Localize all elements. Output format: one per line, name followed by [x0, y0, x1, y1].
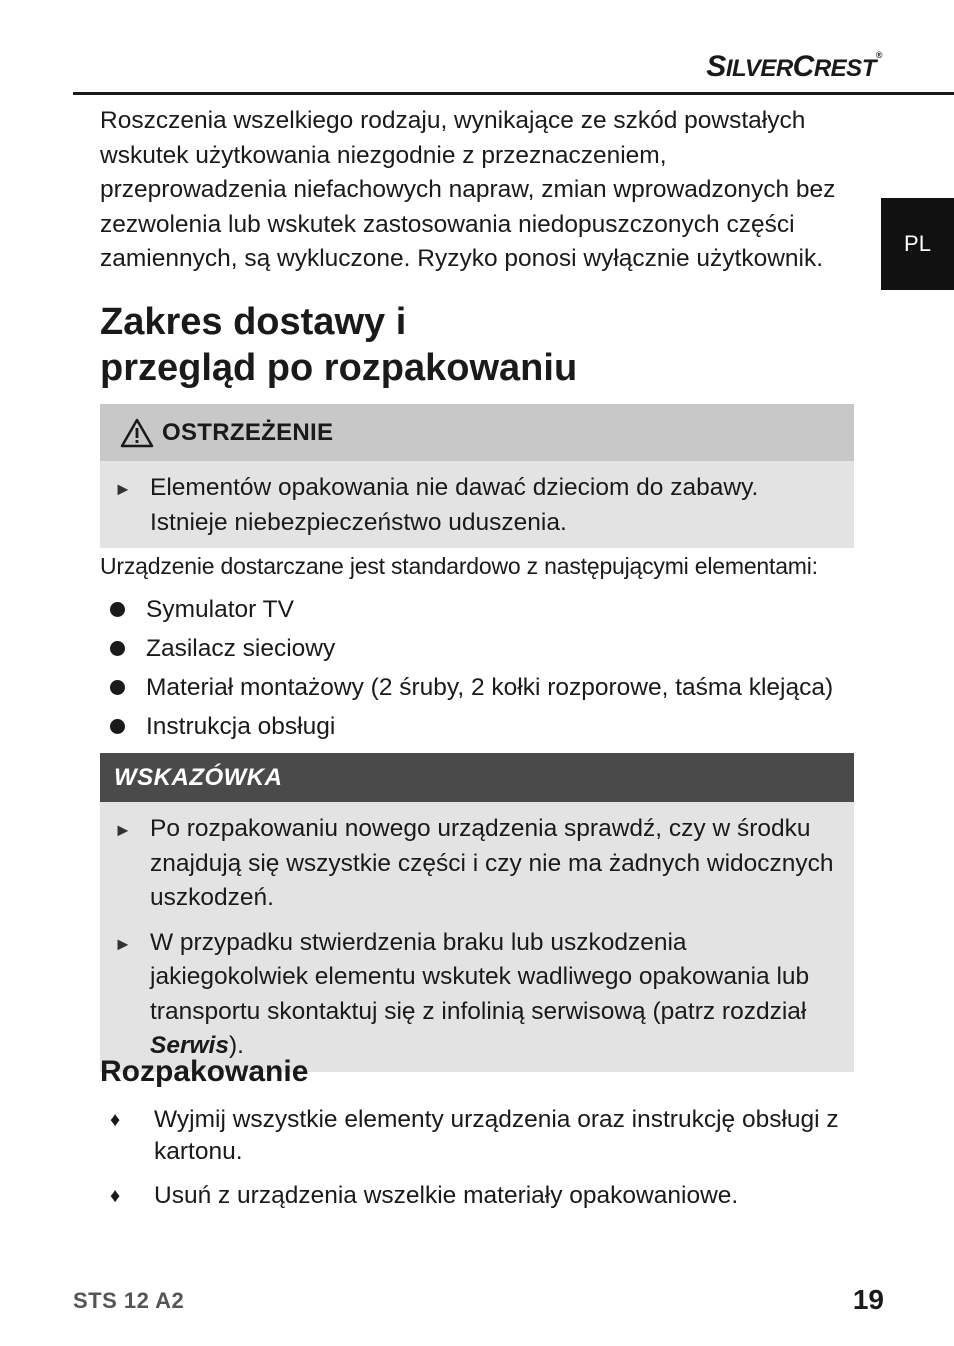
- warning-header: [100, 404, 854, 461]
- section-title: [100, 299, 854, 391]
- note-header: [100, 753, 854, 802]
- triangle-bullet-icon: ►: [114, 479, 132, 499]
- note-box: [100, 753, 854, 1072]
- service-chapter-reference: Serwis: [150, 1032, 229, 1059]
- note-item: [114, 926, 834, 1064]
- header-rule: [73, 92, 954, 95]
- delivery-intro: Urządzenie dostarczane jest standardowo z następującymi elementami:: [100, 553, 818, 579]
- diamond-bullet-icon: ♦: [110, 1109, 121, 1131]
- brand-logo: SILVERCREST®: [706, 50, 882, 83]
- section-title-line1: Zakres dostawy i: [100, 301, 407, 343]
- page-number: 19: [852, 1284, 884, 1315]
- list-item: Instrukcja obsługi: [100, 707, 854, 746]
- language-tab: [881, 198, 954, 290]
- unpacking-step-text: Usuń z urządzenia wszelkie materiały opakowaniowe.: [154, 1182, 739, 1209]
- diamond-bullet-icon: ♦: [110, 1185, 121, 1207]
- delivery-list: [100, 590, 854, 746]
- warning-triangle-icon: [120, 418, 154, 448]
- triangle-bullet-icon: ►: [114, 933, 132, 954]
- warning-box: [100, 404, 854, 548]
- unpacking-step: [100, 1104, 854, 1168]
- note-item-text: Po rozpakowaniu nowego urządzenia sprawdź, czy w środku znajdują się wszystkie części i czy nie ma żadnych widocznych uszkodzeń.: [150, 815, 834, 911]
- triangle-bullet-icon: ►: [114, 820, 132, 840]
- intro-block: [100, 104, 854, 277]
- unpacking-step: [100, 1180, 854, 1212]
- note-label: WSKAZÓWKA: [114, 763, 283, 791]
- warning-body: [100, 461, 854, 548]
- note-item: [114, 812, 834, 916]
- note-item-text: W przypadku stwierdzenia braku lub uszkodzenia jakiegokolwiek elementu wskutek wadliwego opakowania lub transportu skontaktuj się z infolinią serwisową (patrz rozdział Serwis).: [150, 928, 810, 1059]
- note-body: [100, 802, 854, 1072]
- language-tab-label: PL: [904, 231, 931, 256]
- section-title-line2: przegląd po rozpakowaniu: [100, 347, 578, 389]
- list-item: Zasilacz sieciowy: [100, 629, 854, 668]
- list-item: Symulator TV: [100, 590, 854, 629]
- list-item: Materiał montażowy (2 śruby, 2 kołki rozporowe, taśma klejąca): [100, 668, 854, 707]
- footer-model: STS 12 A2: [73, 1288, 185, 1313]
- intro-paragraph: Roszczenia wszelkiego rodzaju, wynikające ze szkód powstałych wskutek użytkowania niezgodnie z przeznaczeniem, przeprowadzenia niefachowych napraw, zmian wprowadzonych bez zezwolenia lub wskutek zastosowania niedopuszczonych części zamiennych, są wykluczone. Ryzyko ponosi wyłącznie użytkownik.: [100, 107, 836, 272]
- warning-text: Elementów opakowania nie dawać dzieciom do zabawy. Istnieje niebezpieczeństwo uduszenia.: [150, 474, 759, 536]
- warning-item: [114, 471, 834, 540]
- unpacking-step-text: Wyjmij wszystkie elementy urządzenia oraz instrukcję obsługi z kartonu.: [154, 1106, 839, 1165]
- bullet-dot-icon: [100, 629, 146, 668]
- unpacking-title: Rozpakowanie: [100, 1055, 309, 1088]
- bullet-dot-icon: [100, 590, 146, 629]
- unpacking-section: [100, 1054, 854, 1212]
- bullet-dot-icon: [100, 668, 146, 707]
- bullet-dot-icon: [100, 707, 146, 746]
- warning-label: OSTRZEŻENIE: [162, 418, 334, 446]
- delivery-block: [100, 549, 854, 746]
